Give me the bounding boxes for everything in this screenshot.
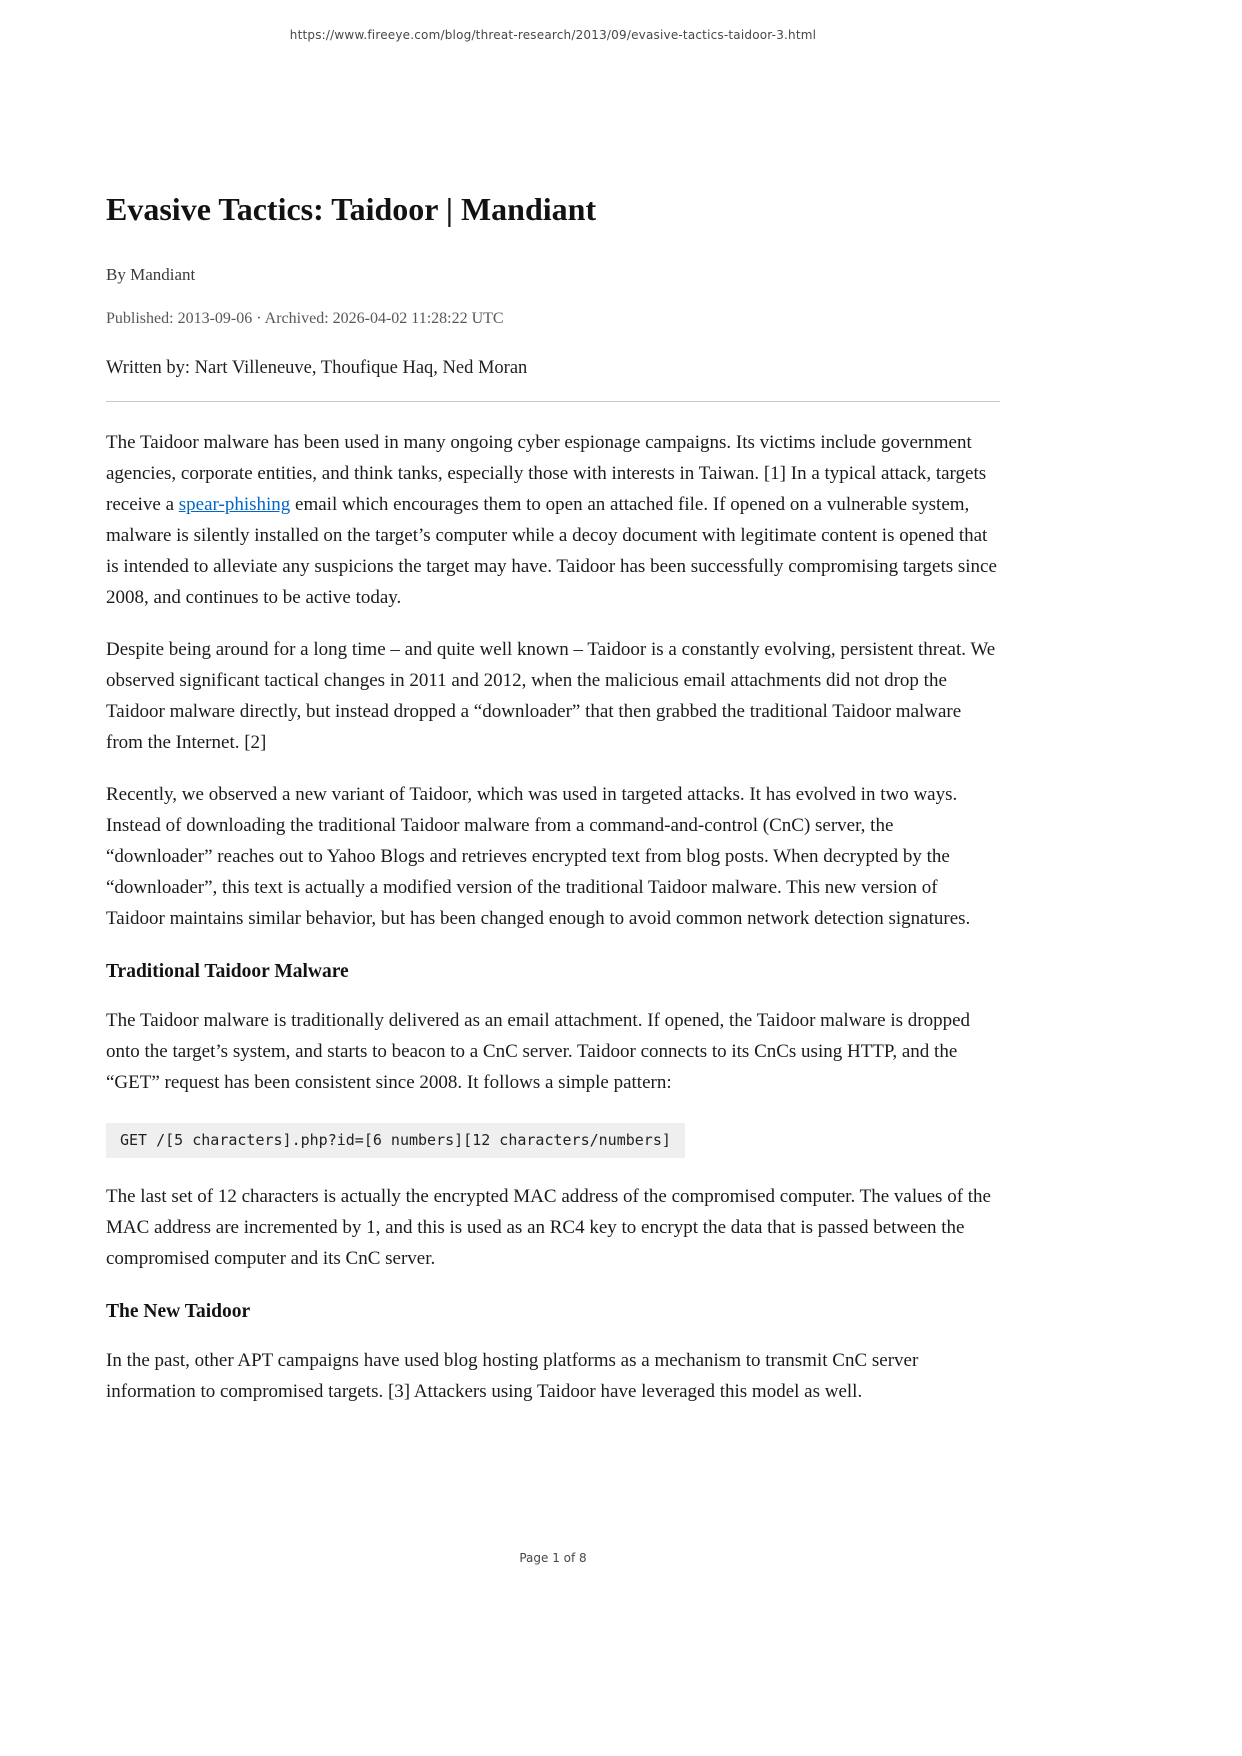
article-body bbox=[106, 190, 1000, 1428]
get-request-code-block: GET /[5 characters].php?id=[6 numbers][12 characters/numbers] bbox=[106, 1123, 685, 1158]
byline: By Mandiant bbox=[106, 265, 196, 284]
spear-phishing-link[interactable]: spear-phishing bbox=[178, 494, 291, 515]
paragraph-new-variant: Recently, we observed a new variant of Taidoor, which was used in targeted attacks. It has evolved in two ways. Instead of downloading the traditional Taidoor malware from a command-and-control (CnC) server, the “downloader” reaches out to Yahoo Blogs and retrieves encrypted text from blog posts. When decrypted by the “downloader”, this text is actually a modified version of the traditional Taidoor malware. This new version of Taidoor maintains similar behavior, but has been changed enough to avoid common network detection signatures. bbox=[106, 784, 971, 929]
paragraph-traditional-delivery: The Taidoor malware is traditionally delivered as an email attachment. If opened, the Taidoor malware is dropped onto the target’s system, and starts to beacon to a CnC server. Taidoor connects to its CnCs using HTTP, and the “GET” request has been consistent since 2008. It follows a simple pattern: bbox=[106, 1010, 970, 1093]
written-by-line: Written by: Nart Villeneuve, Thoufique Haq, Ned Moran bbox=[106, 358, 528, 378]
paragraph-blog-hosting: In the past, other APT campaigns have used blog hosting platforms as a mechanism to transmit CnC server information to compromised targets. [3] Attackers using Taidoor have leveraged this model as well. bbox=[106, 1350, 919, 1402]
code-block-container bbox=[106, 1119, 1000, 1181]
section-heading-new-taidoor: The New Taidoor bbox=[106, 1301, 251, 1322]
page-title: Evasive Tactics: Taidoor | Mandiant bbox=[106, 191, 597, 227]
section-heading-traditional-taidoor: Traditional Taidoor Malware bbox=[106, 961, 349, 982]
page-url-header: https://www.fireeye.com/blog/threat-research/2013/09/evasive-tactics-taidoor-3.html bbox=[289, 28, 817, 42]
divider bbox=[106, 401, 1000, 402]
paragraph-evolving-threat: Despite being around for a long time – and quite well known – Taidoor is a constantly evolving, persistent threat. We observed significant tactical changes in 2011 and 2012, when the malicious email attachments did not drop the Taidoor malware directly, but instead dropped a “downloader” that then grabbed the traditional Taidoor malware from the Internet. [2] bbox=[106, 639, 996, 753]
paragraph-mac-address: The last set of 12 characters is actually the encrypted MAC address of the compromised computer. The values of the MAC address are incremented by 1, and this is used as an RC4 key to encrypt the data that is passed between the compromised computer and its CnC server. bbox=[106, 1186, 991, 1269]
paragraph-text: The Taidoor malware has been used in many ongoing cyber espionage campaigns. Its victims include government agencies, corporate entities, and think tanks, especially those with interests in Taiwan. [1] In a typical attack, targets receive a bbox=[106, 432, 987, 515]
published-archived-meta: Published: 2013-09-06 · Archived: 2026-04-02 11:28:22 UTC bbox=[106, 310, 504, 327]
paragraph-text: email which encourages them to open an attached file. If opened on a vulnerable system, malware is silently installed on the target’s computer while a decoy document with legitimate content is opened that is intended to alleviate any suspicions the target may have. Taidoor has been successfully compromising targets since 2008, and continues to be active today. bbox=[106, 494, 997, 608]
paragraph-intro bbox=[106, 427, 1000, 613]
page-number-footer: Page 1 of 8 bbox=[519, 1551, 587, 1565]
